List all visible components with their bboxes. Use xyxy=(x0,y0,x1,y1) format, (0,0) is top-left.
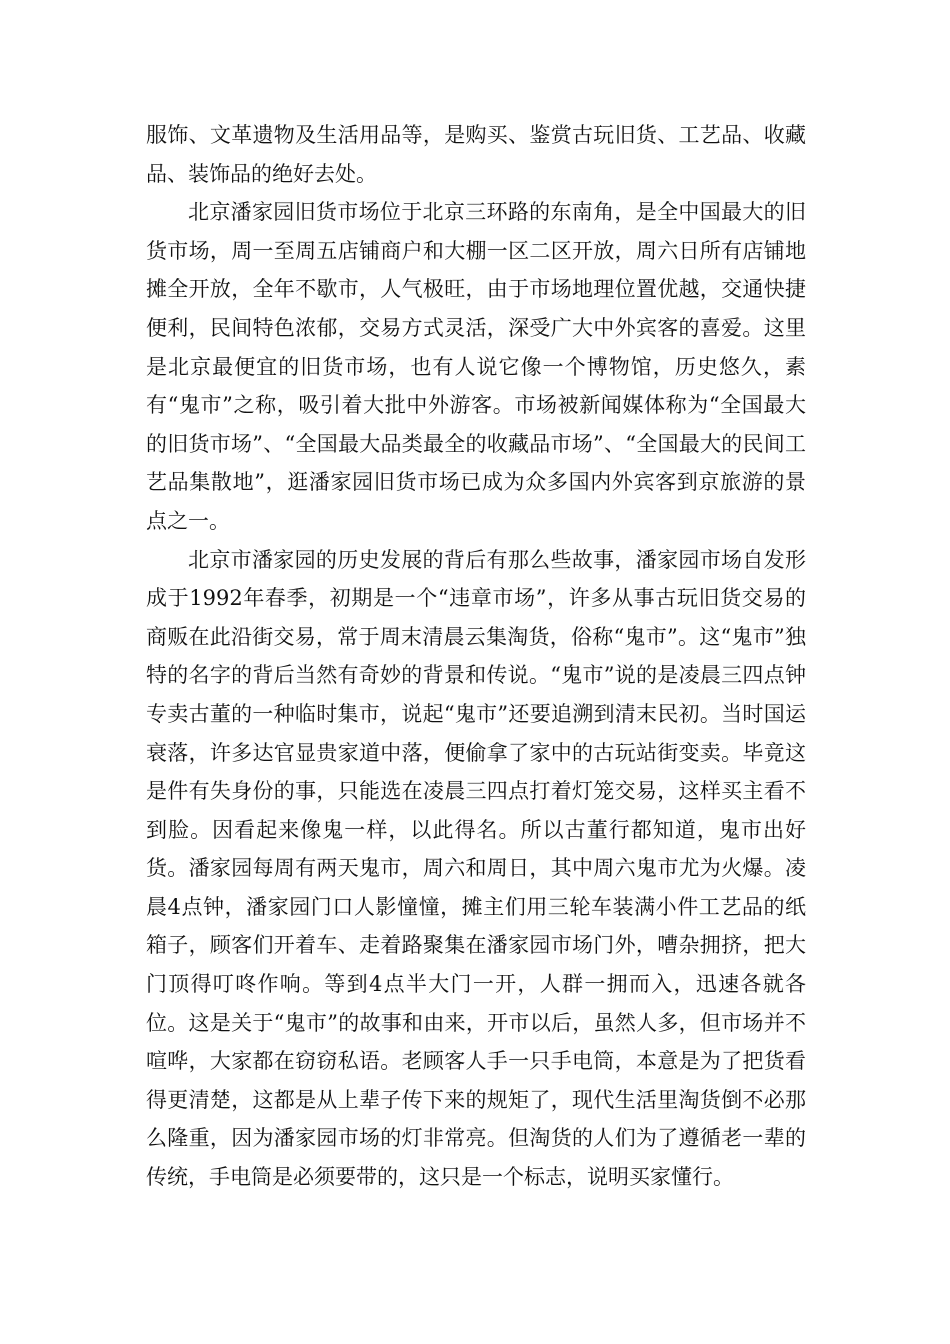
paragraph-market-location: 北京潘家园旧货市场位于北京三环路的东南角，是全中国最大的旧货市场，周一至周五店铺商户和大棚一区二区开放，周六日所有店铺地摊全开放，全年不歇市，人气极旺，由于市场地理位置优越，交通快捷便利，民间特色浓郁，交易方式灵活，深受广大中外宾客的喜爱。这里是北京最便宜的旧货市场，也有人说它像一个博物馆，历史悠久，素有“鬼市”之称，吸引着大批中外游客。市场被新闻媒体称为“全国最大的旧货市场”、“全国最大品类最全的收藏品市场”、“全国最大的民间工艺品集散地”，逛潘家园旧货市场已成为众多国内外宾客到京旅游的景点之一。 xyxy=(146,200,806,533)
paragraph-continuation: 服饰、文革遗物及生活用品等，是购买、鉴赏古玩旧货、工艺品、收藏品、装饰品的绝好去处。 xyxy=(146,123,806,186)
paragraph-ghost-market-history: 北京市潘家园的历史发展的背后有那么些故事，潘家园市场自发形成于1992年春季，初期是一个“违章市场”，许多从事古玩旧货交易的商贩在此沿街交易，常于周末清晨云集淘货，俗称“鬼市”。这“鬼市”独特的名字的背后当然有奇妙的背景和传说。“鬼市”说的是凌晨三四点钟专卖古董的一种临时集市，说起“鬼市”还要追溯到清末民初。当时国运衰落，许多达官显贵家道中落，便偷拿了家中的古玩站街变卖。毕竟这是件有失身份的事，只能选在凌晨三四点打着灯笼交易，这样买主看不到脸。因看起来像鬼一样，以此得名。所以古董行都知道，鬼市出好货。潘家园每周有两天鬼市，周六和周日，其中周六鬼市尤为火爆。凌晨4点钟，潘家园门口人影憧憧，摊主们用三轮车装满小件工艺品的纸箱子，顾客们开着车、走着路聚集在潘家园市场门外，嘈杂拥挤，把大门顶得叮咚作响。等到4点半大门一开，人群一拥而入，迅速各就各位。这是关于“鬼市”的故事和由来，开市以后，虽然人多，但市场并不喧哗，大家都在窃窃私语。老顾客人手一只手电筒，本意是为了把货看得更清楚，这都是从上辈子传下来的规矩了，现代生活里淘货倒不必那么隆重，因为潘家园市场的灯非常亮。但淘货的人们为了遵循老一辈的传统，手电筒是必须要带的，这只是一个标志，说明买家懂行。 xyxy=(146,547,806,1190)
document-page xyxy=(146,116,806,1197)
